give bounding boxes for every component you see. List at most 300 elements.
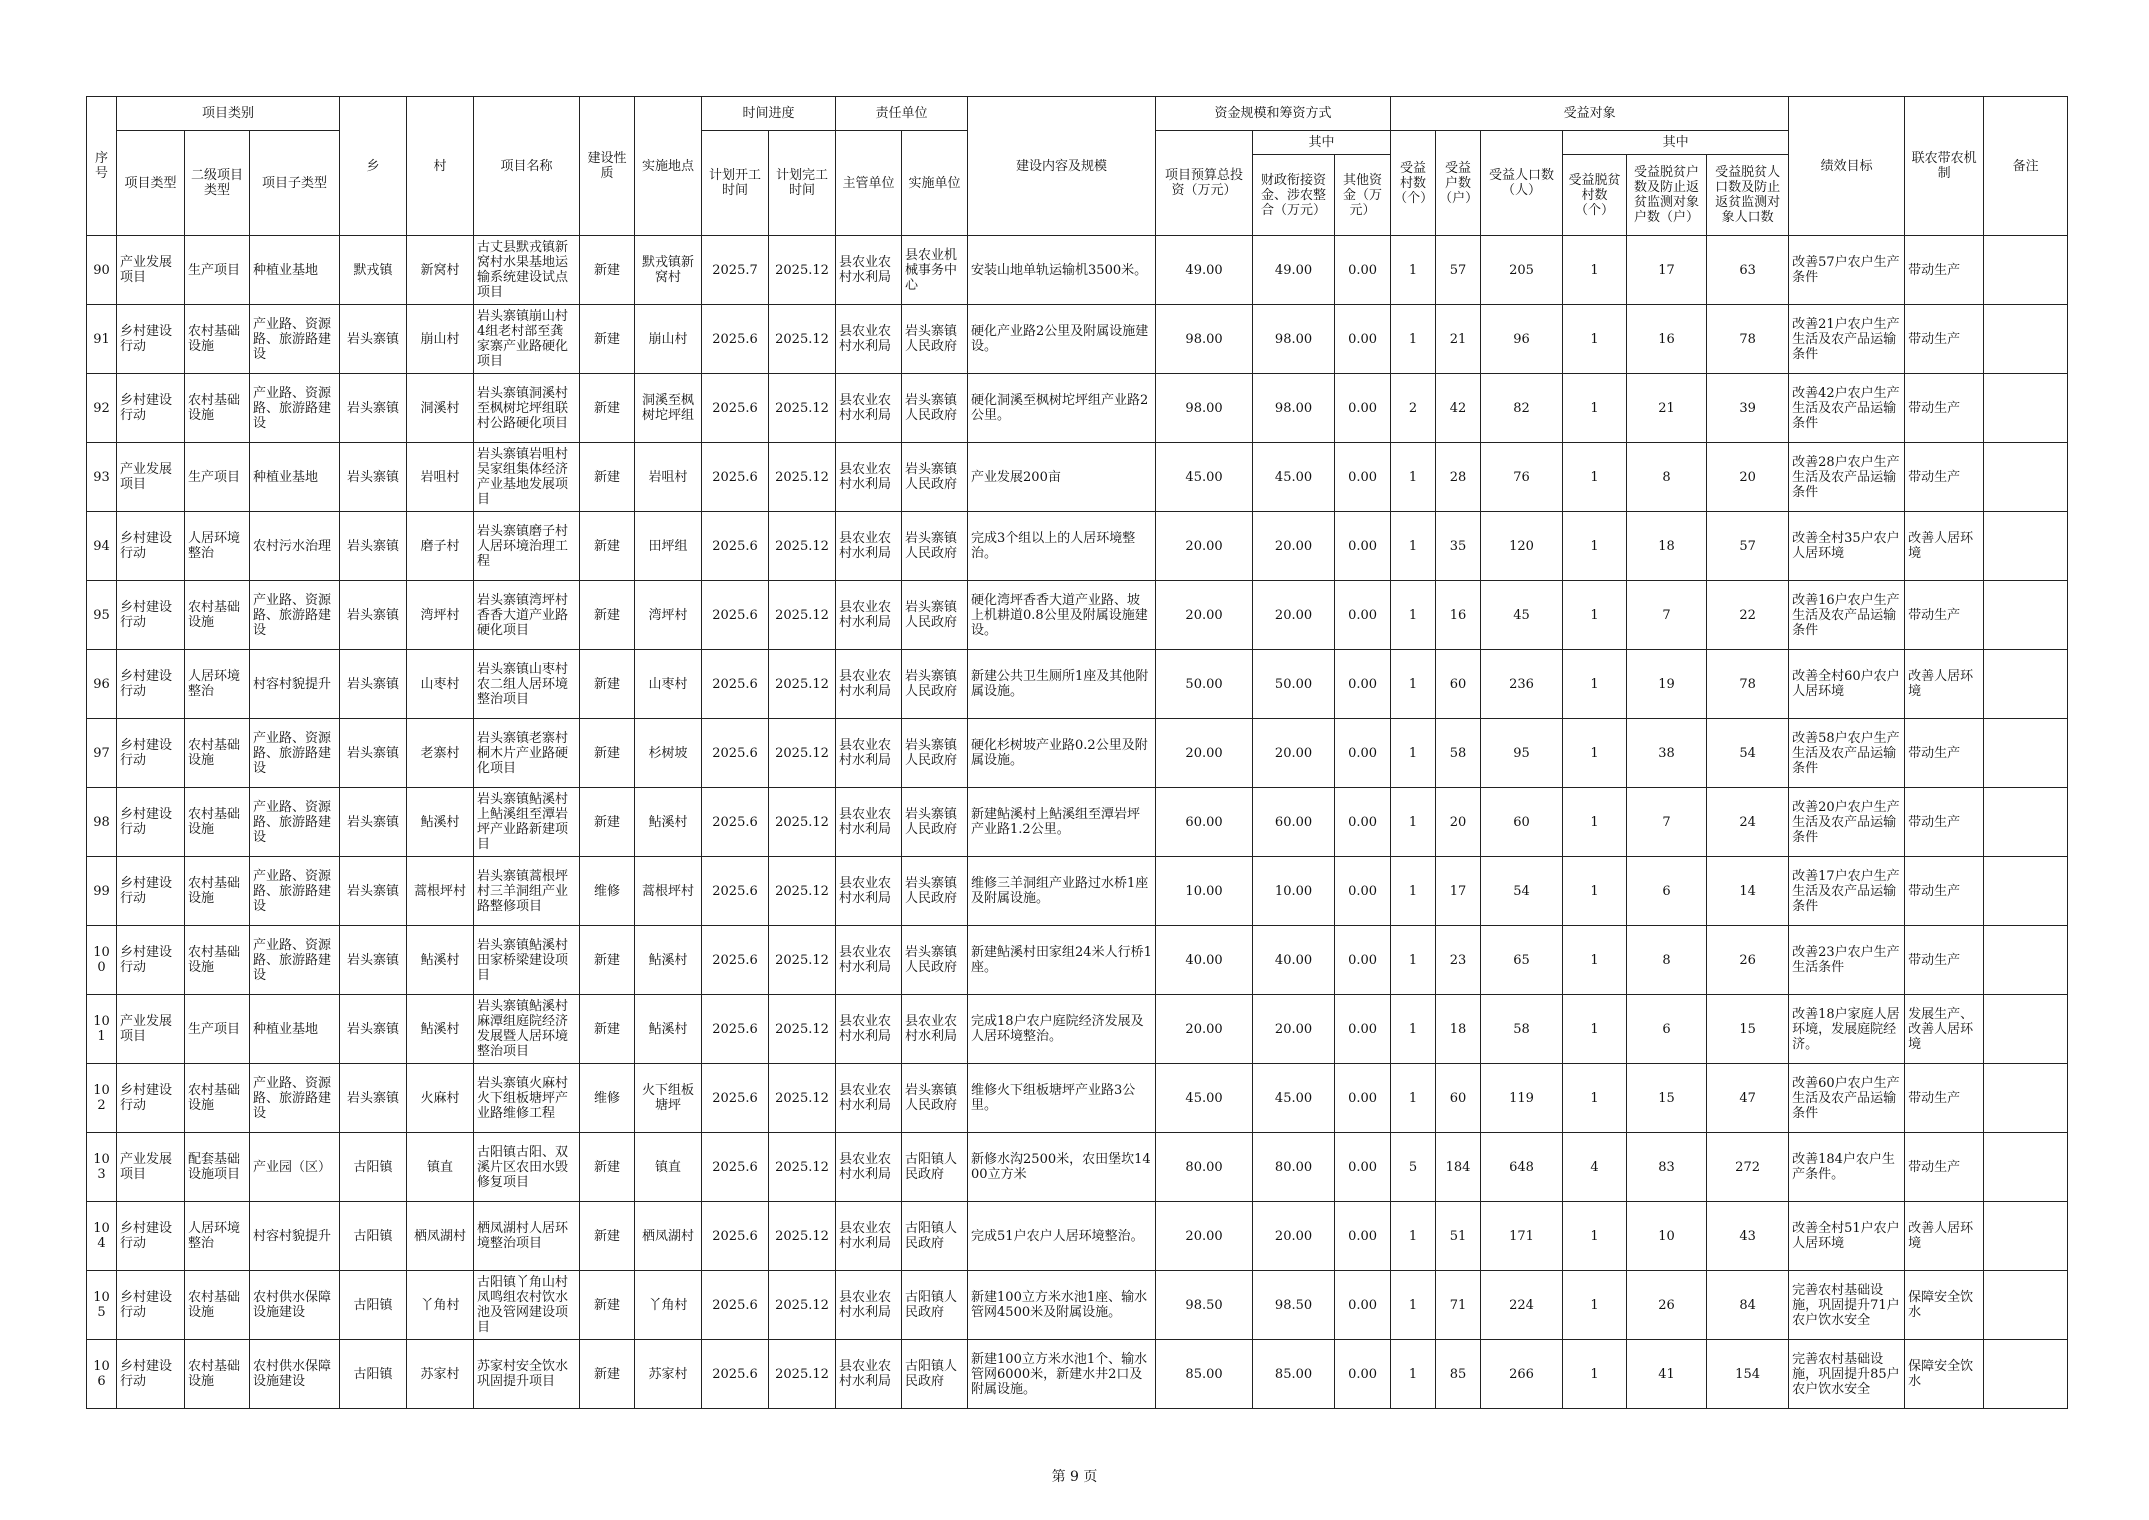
seq-cell: 97 [87,719,117,788]
project-name-cell: 岩头寨镇崩山村4组老村部至龚家寨产业路硬化项目 [474,305,580,374]
ben-people-cell: 58 [1481,995,1563,1064]
content-cell: 产业发展200亩 [968,443,1156,512]
impl-cell: 古阳镇人民政府 [902,1340,968,1409]
poor-people-cell: 54 [1707,719,1789,788]
content-cell: 新建100立方米水池1个、输水管网6000米，新建水井2口及附属设施。 [968,1340,1156,1409]
seq-cell: 93 [87,443,117,512]
table-row [87,926,2068,995]
poor-households-cell: 15 [1627,1064,1707,1133]
content-cell: 维修三羊洞组产业路过水桥1座及附属设施。 [968,857,1156,926]
sub-type-cell: 生产项目 [185,995,250,1064]
project-name-cell: 岩头寨镇磨子村人居环境治理工程 [474,512,580,581]
other-fund-cell: 0.00 [1335,1202,1391,1271]
ben-villages-cell: 1 [1391,1202,1436,1271]
location-cell: 杉树坡 [635,719,702,788]
other-fund-cell: 0.00 [1335,1064,1391,1133]
col-header-fund: 资金规模和筹资方式 [1156,97,1391,131]
village-cell: 栖凤湖村 [407,1202,474,1271]
poor-villages-cell: 1 [1563,926,1627,995]
poor-households-cell: 19 [1627,650,1707,719]
poor-people-cell: 47 [1707,1064,1789,1133]
sub-type-cell: 农村基础设施 [185,719,250,788]
mechanism-cell: 改善人居环境 [1905,1202,1984,1271]
mechanism-cell: 带动生产 [1905,305,1984,374]
budget-cell: 49.00 [1156,236,1253,305]
mechanism-cell: 带动生产 [1905,236,1984,305]
nature-cell: 新建 [580,581,635,650]
col-header-impl: 实施单位 [902,131,968,236]
child-type-cell: 产业路、资源路、旅游路建设 [250,857,340,926]
impl-cell: 县农业机械事务中心 [902,236,968,305]
page-number: 第 9 页 [1051,1469,1098,1485]
other-fund-cell: 0.00 [1335,1133,1391,1202]
budget-cell: 98.00 [1156,305,1253,374]
ben-people-cell: 95 [1481,719,1563,788]
type-cell: 乡村建设行动 [117,512,185,581]
dept-cell: 县农业农村水利局 [836,374,902,443]
child-type-cell: 产业路、资源路、旅游路建设 [250,1064,340,1133]
type-cell: 乡村建设行动 [117,1340,185,1409]
project-name-cell: 岩头寨镇山枣村农二组人居环境整治项目 [474,650,580,719]
other-fund-cell: 0.00 [1335,788,1391,857]
village-cell: 洞溪村 [407,374,474,443]
start-cell: 2025.6 [702,374,769,443]
remarks-cell [1984,995,2068,1064]
ben-households-cell: 23 [1436,926,1481,995]
start-cell: 2025.6 [702,1271,769,1340]
other-fund-cell: 0.00 [1335,1340,1391,1409]
ben-people-cell: 65 [1481,926,1563,995]
seq-cell: 103 [87,1133,117,1202]
poor-villages-cell: 1 [1563,1064,1627,1133]
gov-fund-cell: 20.00 [1253,581,1335,650]
ben-villages-cell: 1 [1391,995,1436,1064]
col-header-poor-households: 受益脱贫户数及防止返贫监测对象户数（户） [1627,155,1707,236]
col-header-other-fund: 其他资金（万元） [1335,155,1391,236]
end-cell: 2025.12 [769,719,836,788]
end-cell: 2025.12 [769,1271,836,1340]
mechanism-cell: 发展生产、改善人居环境 [1905,995,1984,1064]
col-header-location: 实施地点 [635,97,702,236]
col-header-category: 项目类别 [117,97,340,131]
col-header-goal: 绩效目标 [1789,97,1905,236]
content-cell: 完成51户农户人居环境整治。 [968,1202,1156,1271]
ben-people-cell: 119 [1481,1064,1563,1133]
mechanism-cell: 改善人居环境 [1905,650,1984,719]
start-cell: 2025.6 [702,1340,769,1409]
end-cell: 2025.12 [769,926,836,995]
col-header-village: 村 [407,97,474,236]
village-cell: 苏家村 [407,1340,474,1409]
other-fund-cell: 0.00 [1335,650,1391,719]
ben-households-cell: 51 [1436,1202,1481,1271]
project-name-cell: 岩头寨镇湾坪村香香大道产业路硬化项目 [474,581,580,650]
gov-fund-cell: 40.00 [1253,926,1335,995]
child-type-cell: 种植业基地 [250,995,340,1064]
nature-cell: 新建 [580,995,635,1064]
poor-people-cell: 272 [1707,1133,1789,1202]
start-cell: 2025.6 [702,1064,769,1133]
ben-households-cell: 35 [1436,512,1481,581]
budget-cell: 85.00 [1156,1340,1253,1409]
seq-cell: 98 [87,788,117,857]
budget-cell: 60.00 [1156,788,1253,857]
ben-villages-cell: 1 [1391,1271,1436,1340]
ben-households-cell: 71 [1436,1271,1481,1340]
project-table [86,96,2068,1409]
remarks-cell [1984,512,2068,581]
end-cell: 2025.12 [769,1340,836,1409]
poor-households-cell: 26 [1627,1271,1707,1340]
project-name-cell: 岩头寨镇岩咀村吴家组集体经济产业基地发展项目 [474,443,580,512]
project-name-cell: 岩头寨镇老寨村桐木片产业路硬化项目 [474,719,580,788]
impl-cell: 岩头寨镇人民政府 [902,926,968,995]
budget-cell: 20.00 [1156,1202,1253,1271]
impl-cell: 岩头寨镇人民政府 [902,788,968,857]
dept-cell: 县农业农村水利局 [836,305,902,374]
end-cell: 2025.12 [769,581,836,650]
other-fund-cell: 0.00 [1335,512,1391,581]
township-cell: 古阳镇 [340,1133,407,1202]
ben-people-cell: 205 [1481,236,1563,305]
ben-villages-cell: 5 [1391,1133,1436,1202]
township-cell: 岩头寨镇 [340,305,407,374]
goal-cell: 改善23户农户生产生活条件 [1789,926,1905,995]
village-cell: 蒿根坪村 [407,857,474,926]
gov-fund-cell: 98.00 [1253,305,1335,374]
other-fund-cell: 0.00 [1335,926,1391,995]
poor-villages-cell: 1 [1563,719,1627,788]
village-cell: 湾坪村 [407,581,474,650]
ben-people-cell: 648 [1481,1133,1563,1202]
ben-villages-cell: 1 [1391,1064,1436,1133]
end-cell: 2025.12 [769,995,836,1064]
village-cell: 老寨村 [407,719,474,788]
mechanism-cell: 带动生产 [1905,1064,1984,1133]
end-cell: 2025.12 [769,374,836,443]
ben-households-cell: 184 [1436,1133,1481,1202]
gov-fund-cell: 20.00 [1253,995,1335,1064]
mechanism-cell: 带动生产 [1905,443,1984,512]
poor-households-cell: 10 [1627,1202,1707,1271]
sub-type-cell: 农村基础设施 [185,1340,250,1409]
remarks-cell [1984,857,2068,926]
ben-households-cell: 17 [1436,857,1481,926]
gov-fund-cell: 60.00 [1253,788,1335,857]
nature-cell: 新建 [580,512,635,581]
start-cell: 2025.6 [702,512,769,581]
child-type-cell: 产业路、资源路、旅游路建设 [250,926,340,995]
village-cell: 镇直 [407,1133,474,1202]
other-fund-cell: 0.00 [1335,995,1391,1064]
dept-cell: 县农业农村水利局 [836,926,902,995]
start-cell: 2025.6 [702,719,769,788]
content-cell: 新建公共卫生厕所1座及其他附属设施。 [968,650,1156,719]
poor-people-cell: 20 [1707,443,1789,512]
child-type-cell: 村容村貌提升 [250,1202,340,1271]
poor-households-cell: 8 [1627,926,1707,995]
gov-fund-cell: 98.00 [1253,374,1335,443]
goal-cell: 完善农村基础设施，巩固提升85户农户饮水安全 [1789,1340,1905,1409]
nature-cell: 维修 [580,857,635,926]
village-cell: 火麻村 [407,1064,474,1133]
dept-cell: 县农业农村水利局 [836,788,902,857]
impl-cell: 岩头寨镇人民政府 [902,857,968,926]
col-header-township: 乡 [340,97,407,236]
mechanism-cell: 改善人居环境 [1905,512,1984,581]
location-cell: 岩咀村 [635,443,702,512]
poor-people-cell: 63 [1707,236,1789,305]
table-row [87,236,2068,305]
child-type-cell: 农村污水治理 [250,512,340,581]
table-body [87,236,2068,1409]
poor-people-cell: 15 [1707,995,1789,1064]
nature-cell: 新建 [580,788,635,857]
mechanism-cell: 带动生产 [1905,1133,1984,1202]
township-cell: 古阳镇 [340,1202,407,1271]
poor-people-cell: 43 [1707,1202,1789,1271]
remarks-cell [1984,1133,2068,1202]
poor-households-cell: 21 [1627,374,1707,443]
ben-villages-cell: 1 [1391,581,1436,650]
location-cell: 田坪组 [635,512,702,581]
poor-people-cell: 26 [1707,926,1789,995]
township-cell: 岩头寨镇 [340,857,407,926]
col-header-content: 建设内容及规模 [968,97,1156,236]
location-cell: 鲇溪村 [635,995,702,1064]
col-header-remarks: 备注 [1984,97,2068,236]
ben-people-cell: 45 [1481,581,1563,650]
col-header-start: 计划开工时间 [702,131,769,236]
col-header-dept: 主管单位 [836,131,902,236]
poor-households-cell: 8 [1627,443,1707,512]
nature-cell: 新建 [580,1340,635,1409]
seq-cell: 102 [87,1064,117,1133]
mechanism-cell: 带动生产 [1905,374,1984,443]
end-cell: 2025.12 [769,1133,836,1202]
gov-fund-cell: 49.00 [1253,236,1335,305]
type-cell: 乡村建设行动 [117,926,185,995]
content-cell: 新建100立方米水池1座、输水管网4500米及附属设施。 [968,1271,1156,1340]
goal-cell: 改善21户农户生产生活及农产品运输条件 [1789,305,1905,374]
goal-cell: 改善28户农户生产生活及农产品运输条件 [1789,443,1905,512]
start-cell: 2025.6 [702,788,769,857]
ben-people-cell: 266 [1481,1340,1563,1409]
type-cell: 乡村建设行动 [117,374,185,443]
poor-people-cell: 78 [1707,305,1789,374]
seq-cell: 94 [87,512,117,581]
other-fund-cell: 0.00 [1335,1271,1391,1340]
dept-cell: 县农业农村水利局 [836,1271,902,1340]
location-cell: 默戎镇新窝村 [635,236,702,305]
township-cell: 岩头寨镇 [340,443,407,512]
goal-cell: 改善全村60户农户人居环境 [1789,650,1905,719]
table-row [87,305,2068,374]
table-row [87,512,2068,581]
budget-cell: 20.00 [1156,581,1253,650]
child-type-cell: 农村供水保障设施建设 [250,1271,340,1340]
content-cell: 硬化湾坪香香大道产业路、坡上机耕道0.8公里及附属设施建设。 [968,581,1156,650]
impl-cell: 岩头寨镇人民政府 [902,1064,968,1133]
table-row [87,1202,2068,1271]
township-cell: 岩头寨镇 [340,581,407,650]
remarks-cell [1984,1340,2068,1409]
sub-type-cell: 生产项目 [185,443,250,512]
start-cell: 2025.6 [702,857,769,926]
ben-villages-cell: 1 [1391,443,1436,512]
col-header-ben-villages: 受益村数（个） [1391,131,1436,236]
seq-cell: 92 [87,374,117,443]
impl-cell: 古阳镇人民政府 [902,1271,968,1340]
location-cell: 栖凤湖村 [635,1202,702,1271]
remarks-cell [1984,926,2068,995]
end-cell: 2025.12 [769,788,836,857]
ben-villages-cell: 1 [1391,305,1436,374]
township-cell: 默戎镇 [340,236,407,305]
gov-fund-cell: 85.00 [1253,1340,1335,1409]
table-row [87,1133,2068,1202]
project-name-cell: 岩头寨镇洞溪村至枫树坨坪组联村公路硬化项目 [474,374,580,443]
end-cell: 2025.12 [769,305,836,374]
content-cell: 新建鲇溪村田家组24米人行桥1座。 [968,926,1156,995]
poor-households-cell: 6 [1627,995,1707,1064]
ben-villages-cell: 1 [1391,1340,1436,1409]
table-header [87,97,2068,236]
ben-villages-cell: 1 [1391,236,1436,305]
nature-cell: 新建 [580,1202,635,1271]
sub-type-cell: 农村基础设施 [185,305,250,374]
table-row [87,857,2068,926]
impl-cell: 县农业农村水利局 [902,995,968,1064]
poor-households-cell: 83 [1627,1133,1707,1202]
end-cell: 2025.12 [769,512,836,581]
gov-fund-cell: 10.00 [1253,857,1335,926]
ben-people-cell: 224 [1481,1271,1563,1340]
start-cell: 2025.6 [702,926,769,995]
poor-households-cell: 41 [1627,1340,1707,1409]
impl-cell: 岩头寨镇人民政府 [902,374,968,443]
poor-villages-cell: 1 [1563,1202,1627,1271]
col-header-schedule: 时间进度 [702,97,836,131]
gov-fund-cell: 50.00 [1253,650,1335,719]
sub-type-cell: 生产项目 [185,236,250,305]
ben-villages-cell: 1 [1391,857,1436,926]
start-cell: 2025.6 [702,1202,769,1271]
gov-fund-cell: 45.00 [1253,443,1335,512]
dept-cell: 县农业农村水利局 [836,581,902,650]
seq-cell: 90 [87,236,117,305]
poor-villages-cell: 1 [1563,443,1627,512]
type-cell: 乡村建设行动 [117,719,185,788]
nature-cell: 维修 [580,1064,635,1133]
other-fund-cell: 0.00 [1335,443,1391,512]
budget-cell: 20.00 [1156,719,1253,788]
col-header-nature: 建设性质 [580,97,635,236]
poor-villages-cell: 1 [1563,305,1627,374]
table-row [87,650,2068,719]
poor-villages-cell: 1 [1563,1271,1627,1340]
township-cell: 岩头寨镇 [340,995,407,1064]
township-cell: 古阳镇 [340,1340,407,1409]
ben-people-cell: 54 [1481,857,1563,926]
goal-cell: 改善60户农户生产生活及农产品运输条件 [1789,1064,1905,1133]
table-row [87,719,2068,788]
remarks-cell [1984,1064,2068,1133]
ben-households-cell: 60 [1436,650,1481,719]
col-header-fund-of-which: 其中 [1253,131,1391,155]
gov-fund-cell: 98.50 [1253,1271,1335,1340]
end-cell: 2025.12 [769,857,836,926]
table-row [87,788,2068,857]
remarks-cell [1984,443,2068,512]
project-name-cell: 岩头寨镇鲇溪村麻潭组庭院经济发展暨人居环境整治项目 [474,995,580,1064]
child-type-cell: 种植业基地 [250,236,340,305]
ben-households-cell: 58 [1436,719,1481,788]
col-header-child-type: 项目子类型 [250,131,340,236]
sub-type-cell: 配套基础设施项目 [185,1133,250,1202]
table-row [87,1064,2068,1133]
seq-cell: 105 [87,1271,117,1340]
mechanism-cell: 带动生产 [1905,926,1984,995]
ben-people-cell: 171 [1481,1202,1563,1271]
ben-people-cell: 120 [1481,512,1563,581]
remarks-cell [1984,788,2068,857]
seq-cell: 95 [87,581,117,650]
poor-villages-cell: 4 [1563,1133,1627,1202]
table-row [87,1340,2068,1409]
type-cell: 产业发展项目 [117,995,185,1064]
content-cell: 新建鲇溪村上鲇溪组至潭岩坪产业路1.2公里。 [968,788,1156,857]
location-cell: 山枣村 [635,650,702,719]
poor-people-cell: 24 [1707,788,1789,857]
col-header-beneficiary: 受益对象 [1391,97,1789,131]
end-cell: 2025.12 [769,1064,836,1133]
col-header-name: 项目名称 [474,97,580,236]
remarks-cell [1984,1271,2068,1340]
sub-type-cell: 农村基础设施 [185,926,250,995]
mechanism-cell: 保障安全饮水 [1905,1340,1984,1409]
nature-cell: 新建 [580,374,635,443]
type-cell: 乡村建设行动 [117,1202,185,1271]
ben-villages-cell: 1 [1391,788,1436,857]
gov-fund-cell: 45.00 [1253,1064,1335,1133]
budget-cell: 45.00 [1156,1064,1253,1133]
poor-people-cell: 84 [1707,1271,1789,1340]
poor-households-cell: 18 [1627,512,1707,581]
village-cell: 鲇溪村 [407,995,474,1064]
township-cell: 岩头寨镇 [340,926,407,995]
type-cell: 乡村建设行动 [117,857,185,926]
project-name-cell: 古丈县默戎镇新窝村水果基地运输系统建设试点项目 [474,236,580,305]
township-cell: 古阳镇 [340,1271,407,1340]
poor-villages-cell: 1 [1563,1340,1627,1409]
ben-villages-cell: 1 [1391,719,1436,788]
remarks-cell [1984,650,2068,719]
village-cell: 鲇溪村 [407,788,474,857]
project-name-cell: 岩头寨镇鲇溪村田家桥梁建设项目 [474,926,580,995]
poor-households-cell: 7 [1627,581,1707,650]
goal-cell: 改善20户农户生产生活及农产品运输条件 [1789,788,1905,857]
nature-cell: 新建 [580,926,635,995]
nature-cell: 新建 [580,650,635,719]
ben-households-cell: 28 [1436,443,1481,512]
end-cell: 2025.12 [769,443,836,512]
col-header-budget: 项目预算总投资（万元） [1156,131,1253,236]
dept-cell: 县农业农村水利局 [836,1064,902,1133]
dept-cell: 县农业农村水利局 [836,719,902,788]
col-header-ben-of-which: 其中 [1563,131,1789,155]
mechanism-cell: 带动生产 [1905,581,1984,650]
